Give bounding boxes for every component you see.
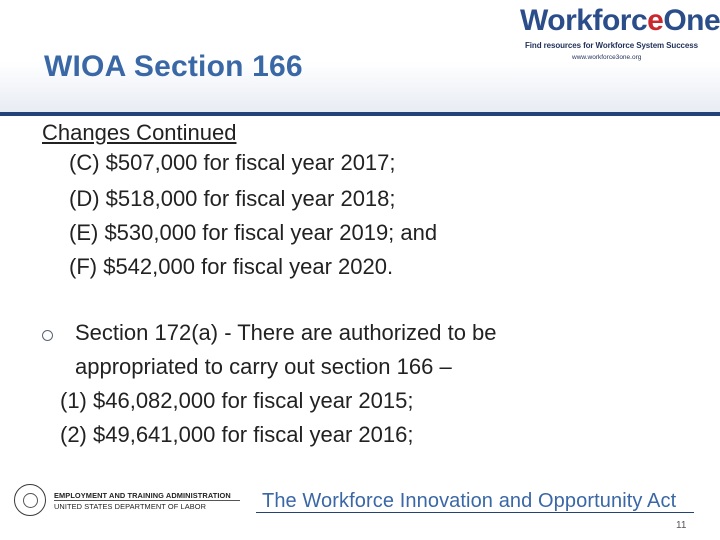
footer-divider (256, 512, 694, 513)
workforce3one-logo (520, 4, 720, 66)
bullet-text: (1) $46,082,000 for fiscal year 2015; (60, 388, 414, 413)
bullet-text: Section 172(a) - There are authorized to be (75, 320, 497, 345)
slide-title: WIOA Section 166 (44, 50, 303, 83)
dol-seal-icon (14, 484, 46, 516)
sub-item: (F) $542,000 for fiscal year 2020. (69, 254, 394, 279)
logo-tagline: Find resources for Workforce System Success (525, 41, 698, 50)
circle-bullet-icon (42, 330, 53, 341)
header-divider (0, 112, 720, 116)
footer-act-title: The Workforce Innovation and Opportunity Act (262, 490, 677, 512)
footer-agency: EMPLOYMENT AND TRAINING ADMINISTRATION (54, 491, 231, 500)
footer-department: UNITED STATES DEPARTMENT OF LABOR (54, 502, 207, 511)
section-heading: Changes Continued (42, 120, 237, 145)
logo-wordmark: WorkforceOne (520, 4, 720, 37)
logo-url: www.workforce3one.org (572, 54, 642, 61)
bullet-text: appropriated to carry out section 166 – (75, 354, 452, 379)
sub-item: (D) $518,000 for fiscal year 2018; (69, 186, 396, 211)
bullet-text: (2) $49,641,000 for fiscal year 2016; (60, 422, 414, 447)
page-number: 11 (676, 520, 687, 531)
sub-item: (E) $530,000 for fiscal year 2019; and (69, 220, 438, 245)
sub-item: (C) $507,000 for fiscal year 2017; (69, 150, 396, 175)
footer-agency-divider (54, 500, 240, 501)
